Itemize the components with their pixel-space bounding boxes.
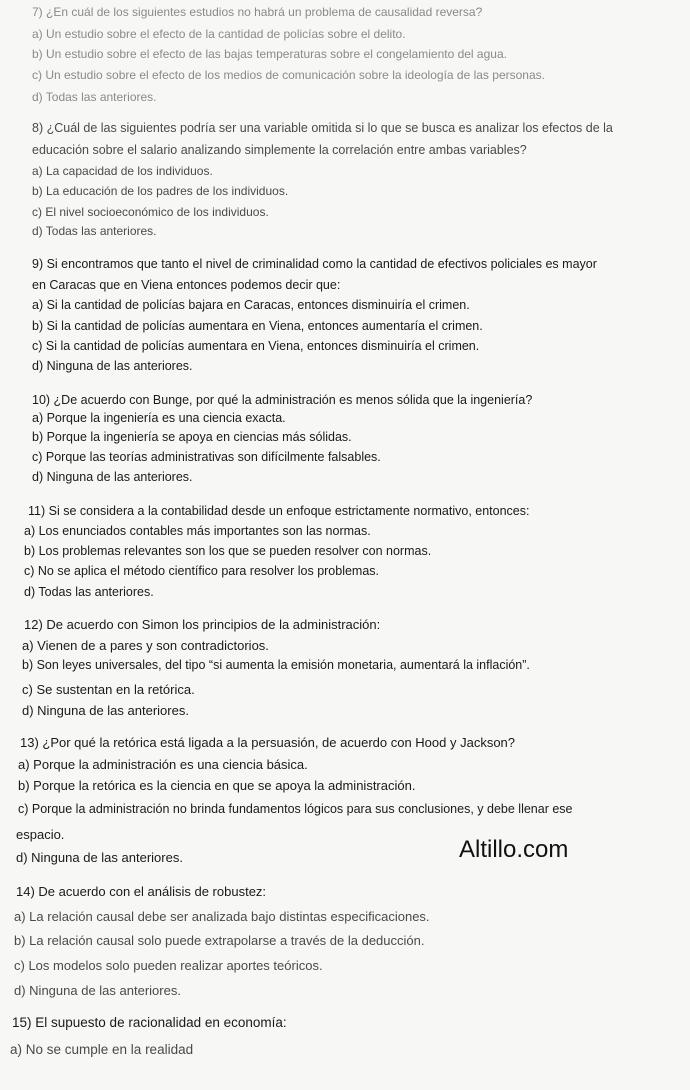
question-text-cont: educación sobre el salario analizando simplemente la correlación entre ambas variables?	[32, 143, 527, 157]
option-d: d) Ninguna de las anteriores.	[32, 470, 193, 484]
option-b: b) La educación de los padres de los individuos.	[32, 184, 289, 198]
option-c-cont: espacio.	[16, 827, 65, 842]
option-c: c) Un estudio sobre el efecto de los medios de comunicación sobre la ideología de las personas.	[32, 68, 545, 82]
option-a: a) Porque la administración es una ciencia básica.	[18, 757, 308, 772]
watermark-logo: Altillo.com	[459, 836, 569, 863]
option-a: a) La relación causal debe ser analizada bajo distintas especificaciones.	[14, 909, 430, 924]
option-b: b) Porque la retórica es la ciencia en que se apoya la administración.	[18, 778, 416, 793]
option-d: d) Todas las anteriores.	[32, 224, 157, 238]
option-c: c) Los modelos solo pueden realizar aportes teóricos.	[14, 958, 323, 973]
question-text: 11) Si se considera a la contabilidad desde un enfoque estrictamente normativo, entonces:	[28, 504, 530, 518]
question-text-cont: en Caracas que en Viena entonces podemos decir que:	[32, 278, 341, 292]
option-a: a) Un estudio sobre el efecto de la cantidad de policías sobre el delito.	[32, 27, 406, 41]
option-a: a) No se cumple en la realidad	[10, 1042, 194, 1057]
option-d: d) Ninguna de las anteriores.	[22, 703, 189, 718]
option-c: c) No se aplica el método científico para resolver los problemas.	[24, 564, 380, 578]
option-a: a) Vienen de a pares y son contradictorios.	[22, 638, 269, 653]
question-text: 9) Si encontramos que tanto el nivel de criminalidad como la cantidad de efectivos policiales es mayor	[32, 257, 597, 271]
option-c: c) Porque las teorías administrativas son difícilmente falsables.	[32, 450, 381, 464]
option-a: a) Los enunciados contables más importantes son las normas.	[24, 524, 371, 538]
option-d: d) Ninguna de las anteriores.	[32, 359, 193, 373]
option-d: d) Todas las anteriores.	[24, 585, 154, 599]
question-text: 12) De acuerdo con Simon los principios de la administración:	[24, 617, 381, 632]
option-b: b) Un estudio sobre el efecto de las bajas temperaturas sobre el congelamiento del agua.	[32, 47, 507, 61]
question-text: 10) ¿De acuerdo con Bunge, por qué la administración es menos sólida que la ingeniería?	[32, 393, 533, 407]
option-d: d) Ninguna de las anteriores.	[14, 983, 181, 998]
option-c: c) Se sustentan en la retórica.	[22, 682, 195, 697]
option-c: c) Porque la administración no brinda fundamentos lógicos para sus conclusiones, y debe llenar ese	[18, 802, 573, 816]
question-text: 15) El supuesto de racionalidad en economía:	[12, 1015, 287, 1030]
question-text: 7) ¿En cuál de los siguientes estudios no habrá un problema de causalidad reversa?	[32, 5, 483, 19]
question-text: 14) De acuerdo con el análisis de robustez:	[16, 884, 267, 899]
option-d: d) Todas las anteriores.	[32, 90, 157, 104]
option-b: b) Porque la ingeniería se apoya en ciencias más sólidas.	[32, 430, 352, 444]
option-c: c) Si la cantidad de policías aumentara en Viena, entonces disminuiría el crimen.	[32, 339, 480, 353]
option-a: a) Si la cantidad de policías bajara en Caracas, entonces disminuiría el crimen.	[32, 298, 470, 312]
option-b: b) Son leyes universales, del tipo “si aumenta la emisión monetaria, aumentará la inflación”.	[22, 658, 530, 672]
option-d: d) Ninguna de las anteriores.	[16, 850, 183, 865]
option-b: b) La relación causal solo puede extrapolarse a través de la deducción.	[14, 933, 425, 948]
option-c: c) El nivel socioeconómico de los individuos.	[32, 205, 269, 219]
option-b: b) Si la cantidad de policías aumentara en Viena, entonces aumentaría el crimen.	[32, 319, 483, 333]
option-b: b) Los problemas relevantes son los que se pueden resolver con normas.	[24, 544, 432, 558]
option-a: a) Porque la ingeniería es una ciencia exacta.	[32, 411, 286, 425]
option-a: a) La capacidad de los individuos.	[32, 164, 213, 178]
question-text: 13) ¿Por qué la retórica está ligada a la persuasión, de acuerdo con Hood y Jackson?	[20, 735, 516, 750]
question-text: 8) ¿Cuál de las siguientes podría ser una variable omitida si lo que se busca es analizar los efectos de la	[32, 121, 613, 135]
